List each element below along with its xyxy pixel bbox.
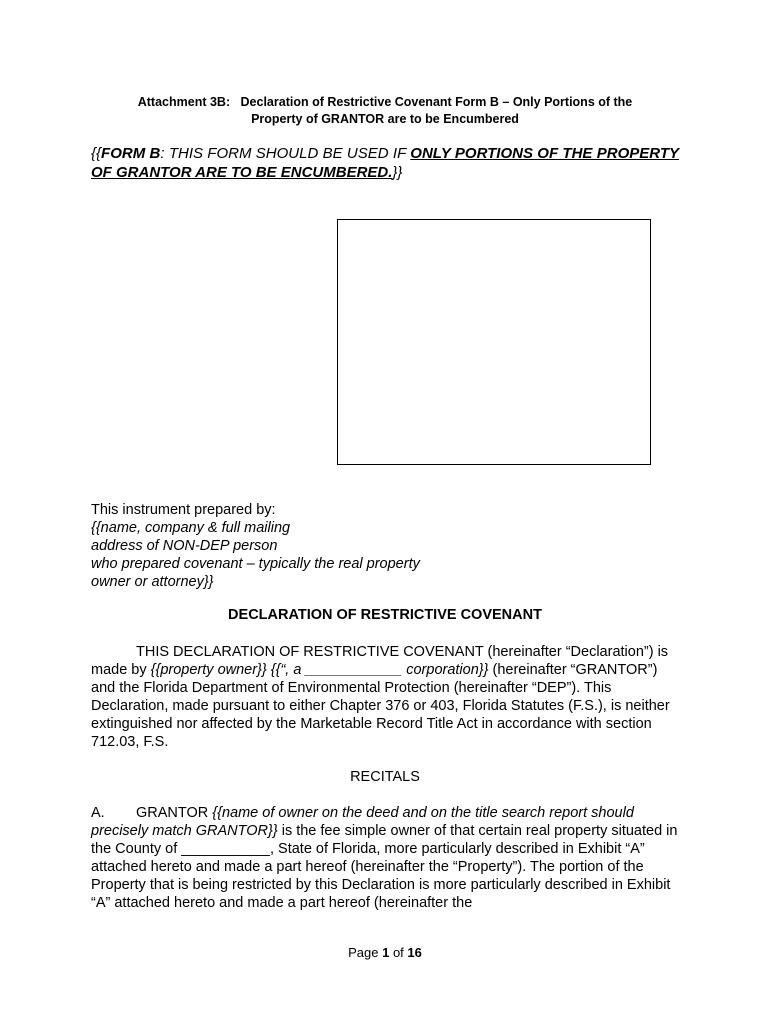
recording-stamp-box bbox=[337, 219, 651, 465]
recital-a-rest: is the fee simple owner of that certain real property situated in the County of ___________, State of Florida, more particularly described in Exhibit “A” attached hereto and made a part hereof (hereinafter the “Property”). The portion of the Property that is being restricted by this Declaration is more particularly described in Exhibit “A” attached hereto and made a part hereof (hereinafter the bbox=[91, 823, 678, 911]
declaration-part-1: THIS DECLARATION OF RESTRICTIVE COVENANT (hereinafter “Declaration”) is made by bbox=[91, 644, 669, 678]
declaration-title: DECLARATION OF RESTRICTIVE COVENANT bbox=[228, 607, 542, 623]
instruction-emphasis: ONLY PORTIONS OF THE PROPERTY OF GRANTOR ARE TO BE ENCUMBERED. bbox=[91, 145, 679, 181]
recital-a-letter: A. bbox=[91, 805, 105, 821]
recitals-heading: RECITALS bbox=[350, 769, 420, 785]
property-owner-placeholder: {{property owner}} {{“, a ____________ corporation}} bbox=[150, 662, 489, 678]
instruction-open-brace: {{ bbox=[91, 145, 102, 162]
instruction-form-label: FORM B bbox=[101, 145, 161, 162]
page-number: 1 bbox=[382, 945, 390, 960]
grantor-name-placeholder: {{name of owner on the deed and on the title search report should precisely match GRANTOR}} bbox=[91, 805, 634, 839]
instruction-text: : THIS FORM SHOULD BE USED IF bbox=[160, 145, 411, 162]
header-line-1: Attachment 3B: Declaration of Restrictive Covenant Form B – Only Portions of the bbox=[137, 95, 633, 109]
prepared-by-label: This instrument prepared by: bbox=[91, 502, 276, 518]
header-line-2: Property of GRANTOR are to be Encumbered bbox=[251, 112, 519, 126]
prepared-by-line: {{name, company & full mailing bbox=[91, 520, 291, 536]
form-instruction bbox=[91, 144, 679, 182]
declaration-paragraph bbox=[91, 643, 679, 751]
prepared-by-line: who prepared covenant – typically the real property bbox=[91, 556, 420, 572]
recital-a bbox=[91, 804, 681, 912]
declaration-part-2: (hereinafter “GRANTOR”) and the Florida Department of Environmental Protection (hereinafter “DEP”). This Declaration, made pursuant to either Chapter 376 or 403, Florida Statutes (F.S.), is neither extinguished nor affected by the Marketable Record Title Act in accordance with section 712.03, F.S. bbox=[91, 662, 670, 750]
prepared-by-line: owner or attorney}} bbox=[91, 574, 214, 590]
prepared-by-block bbox=[91, 501, 491, 591]
prepared-by-line: address of NON-DEP person bbox=[91, 538, 278, 554]
recital-a-start: GRANTOR bbox=[136, 805, 213, 821]
page-footer bbox=[90, 945, 680, 961]
attachment-header bbox=[90, 94, 680, 128]
instruction-close-brace: }} bbox=[392, 164, 403, 181]
page-total: 16 bbox=[407, 945, 422, 960]
page-word: Page bbox=[348, 945, 383, 960]
of-word: of bbox=[389, 945, 408, 960]
